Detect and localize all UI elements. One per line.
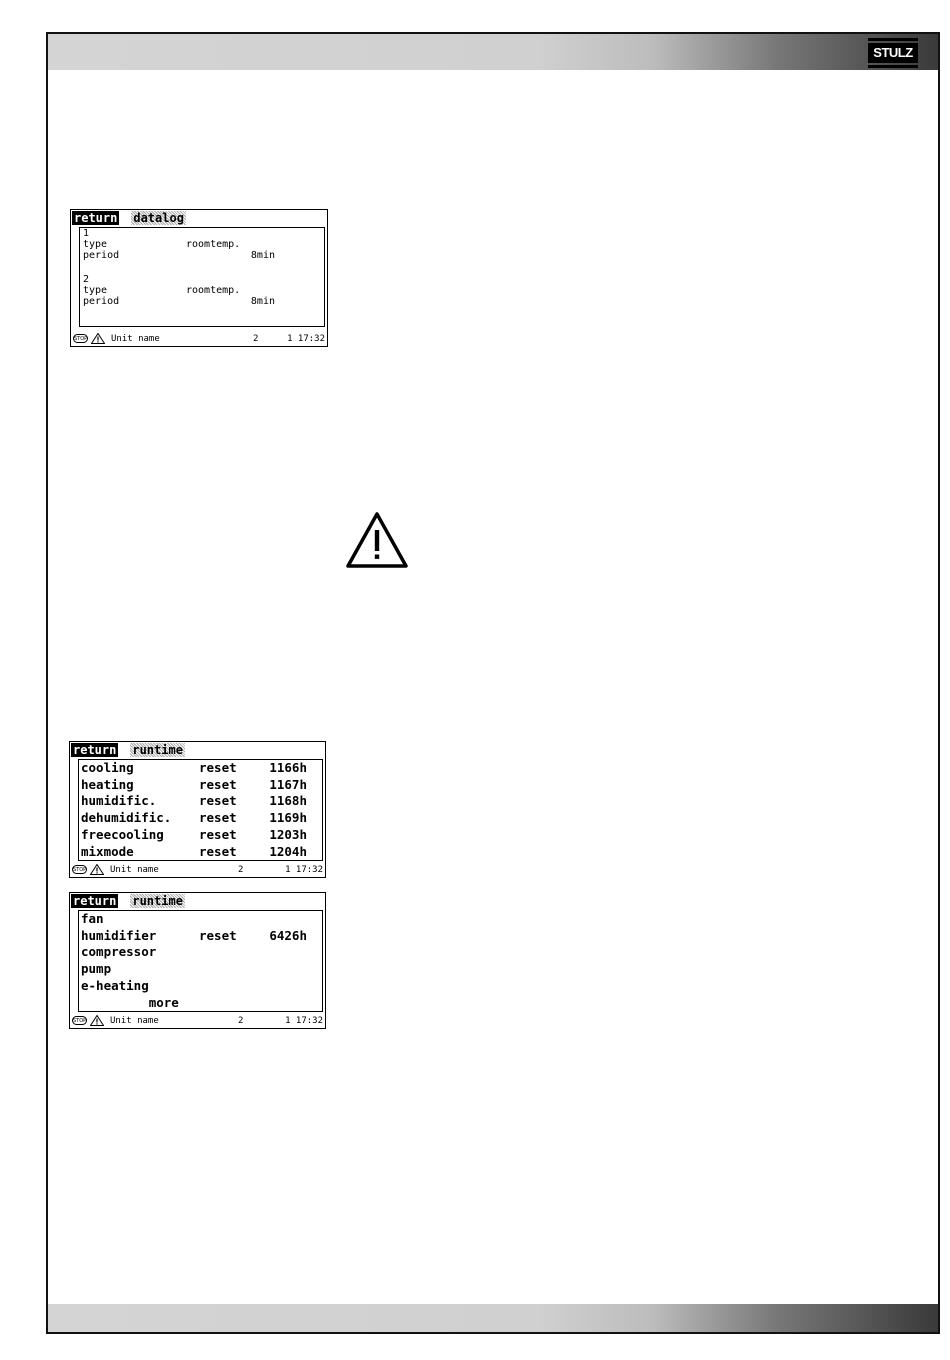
more-link[interactable]: more [81, 994, 179, 1010]
lcd-runtime-screen-2 [69, 892, 326, 1029]
unit-number: 2 [238, 865, 244, 875]
logo-text: STULZ [868, 43, 918, 63]
runtime-hours: 1204h [269, 843, 307, 859]
runtime-hours: 1166h [269, 760, 307, 775]
stop-icon: STOP [74, 336, 88, 342]
status-time: 1 17:32 [285, 1016, 323, 1026]
runtime-hours: 1167h [269, 776, 307, 792]
tab-runtime[interactable]: runtime [132, 894, 183, 908]
tab-datalog[interactable]: datalog [133, 211, 184, 225]
tab-return[interactable]: return [73, 743, 117, 757]
reset-button[interactable]: reset [199, 776, 237, 792]
logo-bar-top [868, 38, 918, 41]
lcd-runtime-screen-1 [69, 741, 326, 878]
lcd-datalog-screen [70, 209, 328, 347]
datalog-type-label: type [83, 239, 108, 250]
runtime-item-label: humidifier [81, 927, 157, 943]
warning-triangle-icon [346, 512, 408, 568]
runtime-item-label: fan [81, 911, 104, 926]
status-time: 1 17:32 [285, 865, 323, 875]
datalog-type-value: roomtemp. [186, 239, 241, 250]
runtime-item-label: heating [81, 776, 134, 792]
lcd-status-bar [72, 864, 323, 876]
stop-icon: STOP [73, 1018, 87, 1024]
lcd-content-box [79, 227, 325, 327]
warning-icon [91, 333, 105, 344]
reset-button[interactable]: reset [199, 810, 237, 826]
lcd-title-bar [72, 211, 186, 225]
reset-button[interactable]: reset [199, 826, 237, 842]
unit-number: 2 [238, 1016, 244, 1026]
runtime-item-label: mixmode [81, 843, 134, 859]
runtime-item-label: freecooling [81, 826, 164, 842]
datalog-period-value: 8min [250, 296, 275, 307]
status-time: 1 17:32 [287, 334, 325, 344]
runtime-item-label: e-heating [81, 977, 149, 993]
runtime-item-label: cooling [81, 760, 134, 775]
runtime-item-label: dehumidific. [81, 810, 172, 826]
lcd-status-bar [73, 333, 325, 345]
runtime-hours: 1168h [269, 793, 307, 809]
datalog-period-label: period [83, 296, 120, 307]
datalog-type-value: roomtemp. [186, 285, 241, 296]
stop-icon: STOP [73, 867, 87, 873]
footer-band [48, 1304, 938, 1332]
logo-bar-bottom [868, 65, 918, 68]
lcd-content-box [78, 910, 323, 1012]
runtime-item-label: pump [81, 961, 112, 977]
warning-icon [90, 1015, 104, 1026]
header-band [48, 34, 938, 70]
unit-name: Unit name [111, 334, 160, 344]
reset-button[interactable]: reset [199, 843, 237, 859]
datalog-entry-number: 1 [83, 228, 90, 239]
datalog-type-label: type [83, 285, 108, 296]
unit-name: Unit name [110, 1016, 159, 1026]
warning-icon [90, 864, 104, 875]
reset-button[interactable]: reset [199, 793, 237, 809]
lcd-status-bar [72, 1015, 323, 1027]
runtime-hours: 6426h [269, 927, 307, 943]
reset-button[interactable]: reset [199, 927, 237, 943]
lcd-content-box [78, 759, 323, 861]
tab-runtime[interactable]: runtime [132, 743, 183, 757]
runtime-hours: 1169h [269, 810, 307, 826]
runtime-item-label: compressor [81, 944, 157, 960]
datalog-entry-number: 2 [83, 274, 90, 285]
lcd-title-bar [71, 743, 185, 757]
tab-return[interactable]: return [74, 211, 118, 225]
datalog-period-label: period [83, 250, 120, 261]
lcd-title-bar [71, 894, 185, 908]
datalog-period-value: 8min [250, 250, 275, 261]
runtime-item-label: humidific. [81, 793, 157, 809]
tab-return[interactable]: return [73, 894, 117, 908]
unit-number: 2 [253, 334, 259, 344]
unit-name: Unit name [110, 865, 159, 875]
stulz-logo [868, 38, 918, 68]
reset-button[interactable]: reset [199, 760, 237, 775]
runtime-hours: 1203h [269, 826, 307, 842]
